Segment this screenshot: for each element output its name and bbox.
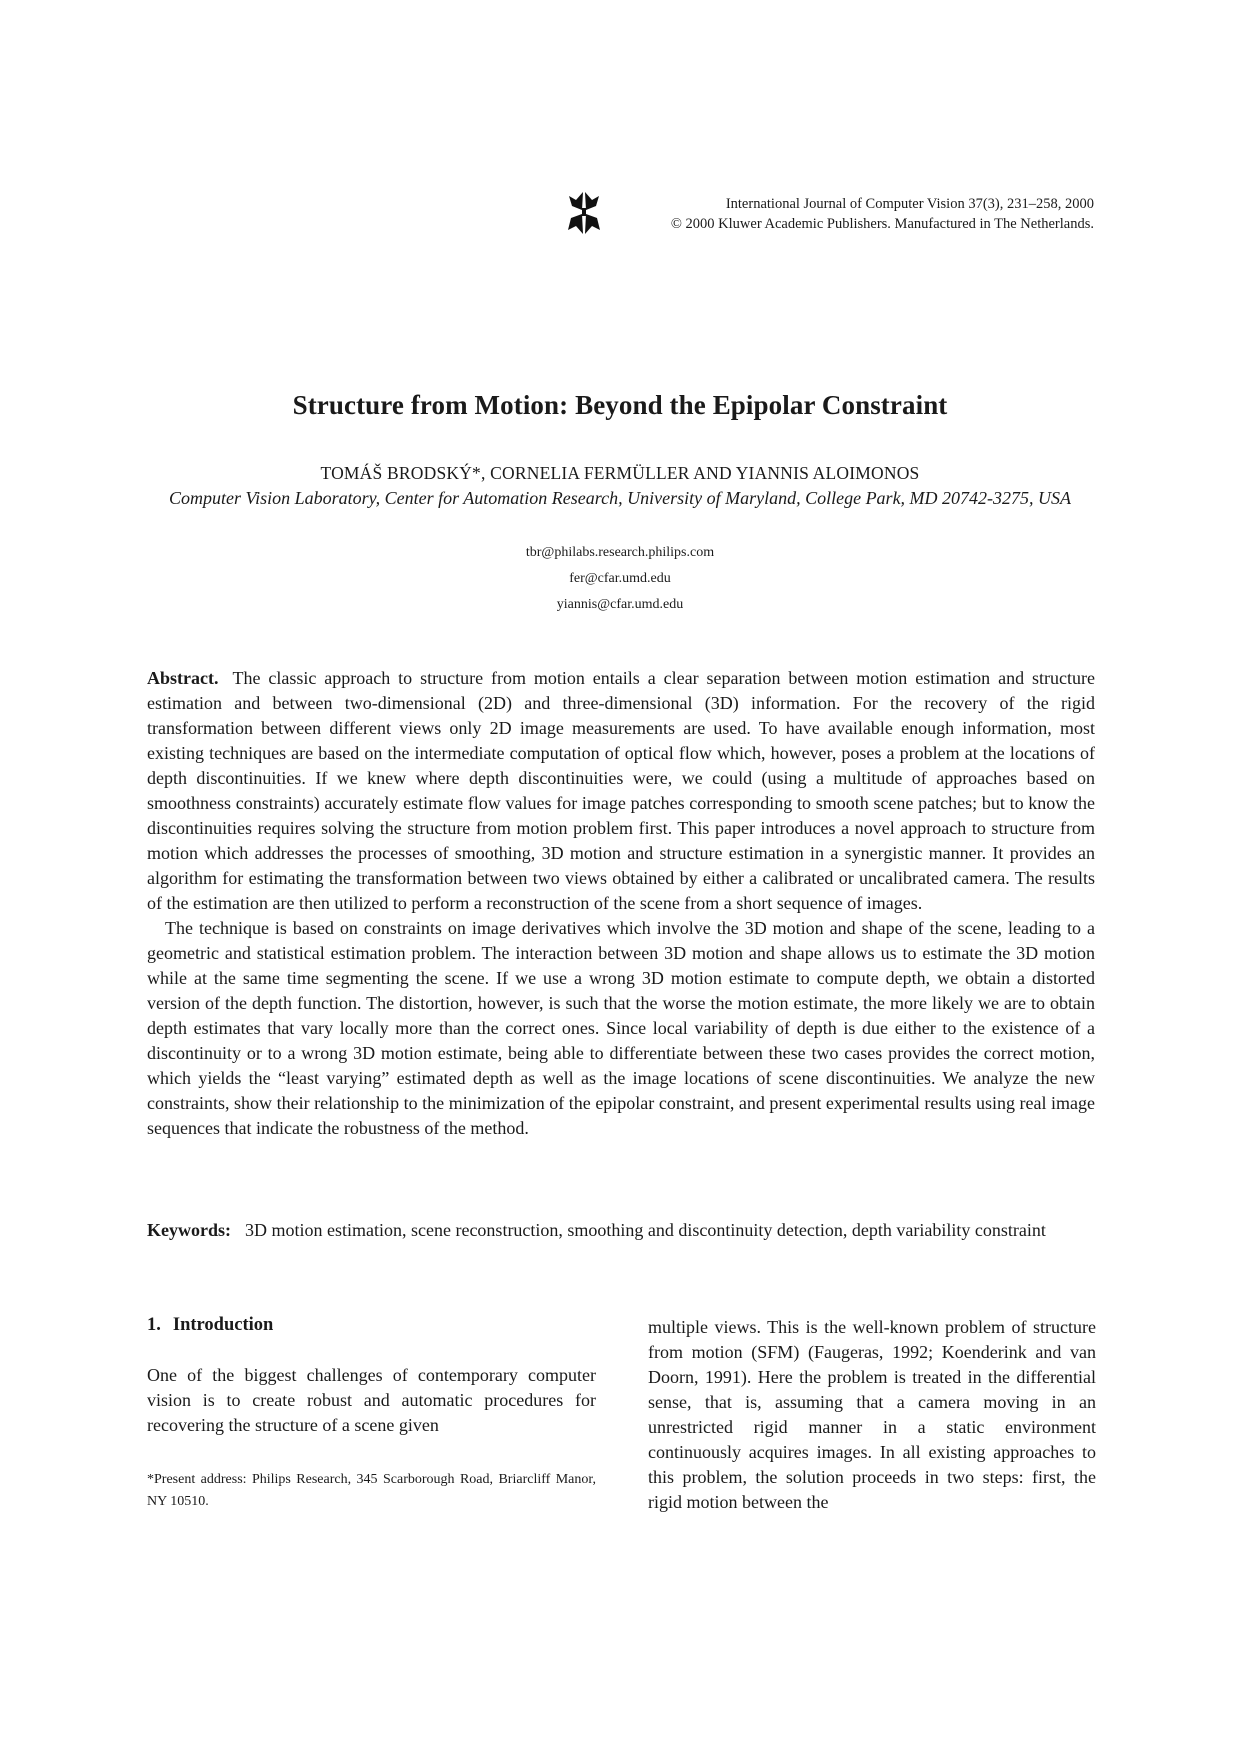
- email-list: [0, 540, 1240, 618]
- abstract-paragraph: The technique is based on constraints on image derivatives which involve the 3D motion and shape of the scene, leading to a geometric and statistical estimation problem. The interaction between 3D motion and shape allows us to estimate the 3D motion while at the same time segmenting the scene. If we use a wrong 3D motion estimate to compute depth, we obtain a distorted version of the depth function. The distortion, however, is such that the worse the motion estimate, the more likely we are to obtain depth estimates that vary locally more than the correct ones. Since local variability of depth is due either to the existence of a discontinuity or to a wrong 3D motion estimate, being able to differentiate between these two cases provides the correct motion, which yields the “least varying” estimated depth as well as the image locations of scene discontinuities. We analyze the new constraints, show their relationship to the minimization of the epipolar constraint, and present experimental results using real image sequences that indicate the robustness of the method.: [147, 918, 1095, 1138]
- author-list: TOMÁŠ BRODSKÝ*, CORNELIA FERMÜLLER AND YIANNIS ALOIMONOS: [320, 463, 920, 483]
- section-number: 1.: [147, 1315, 161, 1335]
- author-email: yiannis@cfar.umd.edu: [556, 597, 684, 612]
- abstract-text: The classic approach to structure from motion entails a clear separation between motion estimation and structure estimation and between two-dimensional (2D) and three-dimensional (3D) information. For the recovery of the rigid transformation between different views only 2D image measurements are used. To have available enough information, most existing techniques are based on the intermediate computation of optical flow which, however, poses a problem at the locations of depth discontinuities. If we knew where depth discontinuities were, we could (using a multitude of approaches based on smoothness constraints) accurately estimate flow values for image patches corresponding to smooth scene patches; but to know the discontinuities requires solving the structure from motion problem first. This paper introduces a novel approach to structure from motion which addresses the processes of smoothing, 3D motion and structure estimation in a synergistic manner. It provides an algorithm for estimating the transformation between two views obtained by either a calibrated or uncalibrated camera. The results of the estimation are then utilized to perform a reconstruction of the scene from a short sequence of images.: [147, 668, 1095, 913]
- left-column: [147, 1313, 596, 1438]
- keywords: [147, 1218, 1095, 1243]
- abstract-label: Abstract.: [147, 668, 219, 688]
- keywords-label: Keywords:: [147, 1220, 231, 1240]
- publisher-logo-icon: [566, 190, 602, 236]
- journal-header: [566, 190, 1094, 236]
- section-heading: [147, 1313, 596, 1338]
- abstract-paragraph: [147, 666, 1095, 916]
- right-column: [648, 1315, 1096, 1515]
- journal-citation: International Journal of Computer Vision 37(3), 231–258, 2000: [725, 196, 1094, 212]
- author-email: tbr@philabs.research.philips.com: [525, 545, 715, 560]
- section-title: Introduction: [172, 1315, 274, 1335]
- abstract: [147, 666, 1095, 1141]
- intro-paragraph-right: multiple views. This is the well-known problem of structure from motion (SFM) (Faugeras, 1992; Koenderink and van Doorn, 1991). Here the problem is treated in the differential sense, that is, assuming that a camera moving in an unrestricted rigid manner in a static environment continuously acquires images. In all existing approaches to this problem, the solution proceeds in two steps: first, the rigid motion between the: [648, 1317, 1096, 1512]
- affiliation: Computer Vision Laboratory, Center for Automation Research, University of Maryland, College Park, MD 20742-3275, USA: [168, 488, 1072, 508]
- keywords-text: 3D motion estimation, scene reconstruction, smoothing and discontinuity detection, depth variability constraint: [245, 1220, 1046, 1240]
- paper-title: Structure from Motion: Beyond the Epipolar Constraint: [292, 390, 948, 420]
- author-email: fer@cfar.umd.edu: [569, 571, 671, 586]
- intro-paragraph-left: One of the biggest challenges of contemporary computer vision is to create robust and automatic procedures for recovering the structure of a scene given: [147, 1365, 596, 1435]
- copyright-notice: © 2000 Kluwer Academic Publishers. Manufactured in The Netherlands.: [670, 216, 1094, 232]
- footnote: *Present address: Philips Research, 345 Scarborough Road, Briarcliff Manor, NY 10510.: [147, 1472, 596, 1509]
- journal-info: [671, 194, 1094, 234]
